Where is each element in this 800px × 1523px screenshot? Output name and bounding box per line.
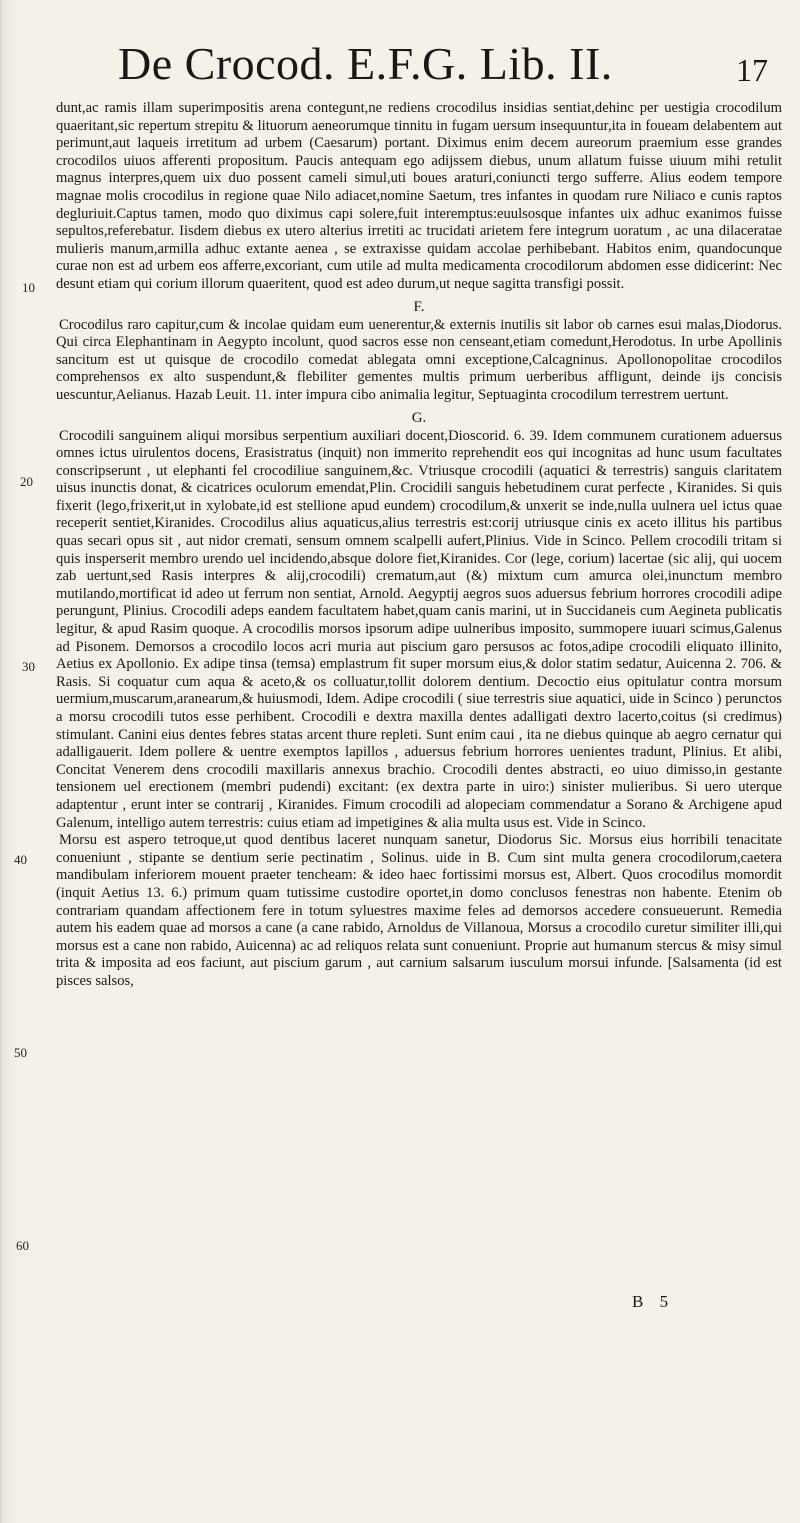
main-text xyxy=(56,100,782,991)
line-number: 10 xyxy=(22,280,35,295)
printer-signature: B 5 xyxy=(632,1292,675,1311)
running-title: De Crocod. E.F.G. Lib. II. xyxy=(118,38,613,89)
line-number: 40 xyxy=(14,852,27,867)
page-number: 17 xyxy=(736,52,768,88)
paragraph: Morsu est aspero tetroque,ut quod dentibus laceret nunquam sanetur, Diodorus Sic. Morsus eius horribili tenacitate conueniunt , stipante se dentium serie pectinatim , Solinus. uide in B. Cum sint multa genera crocodilorum,caetera mandibulam inferiorem mouent praeter tencheam: & ideo haec fortissimi morsus est, Albert. Quos crocodilus momordit (inquit Aetius 13. 6.) primum quam tutissime custodire oportet,in domo conclusos fenestras non habente. Etenim ob contrariam quandam affectionem fere in totum syluestres maxime feles ad demorsos accedere consueuerunt. Remedia autem his eadem quae ad morsos a cane (a cane rabido, Arnoldus de Villanoua, Morsus a crocodilo curetur similiter illi,qui morsus est a cane non rabido, Auicenna) ac ad reliquos relata sunt conueniunt. Proprie aut humanum stercus & misy simul trita & imposita ad eos faciunt, aut piscium garum , aut carnium salsarum iusculum morsui infunde. [Salsamenta (id est pisces salsos, xyxy=(56,832,782,989)
line-number: 50 xyxy=(14,1045,27,1060)
line-number: 60 xyxy=(16,1238,29,1253)
line-number: 30 xyxy=(22,659,35,674)
paragraph: dunt,ac ramis illam superimpositis arena contegunt,ne rediens crocodilus insidias sentiat,dehinc per uestigia crocodilum quaeritant,sic repertum strepitu & lituorum aeneorumque tinnitu in fugam uersum insequuntur,ita in foueam delabentem aut perimunt,aut laqueis irretitum ad urbem (Caesarum) portant. Diximus enim decem aureorum praemium esse grandes crocodilos uiuos afferenti propositum. Paucis antequam ego adijssem diebus, unum allatum fuisse uiuum mihi retulit magnus interpres,quem uix duo possent cameli simul,uti boues araturi,coniuncti tergo sufferre. Alius eodem tempore magnae molis crocodilus in regione quae Nilo adiacet,nomine Saetum, tres infantes in quodam rure Niliaco e cunis raptos degluriuit.Captus tamen, modo quo diximus capi solere,fuit interemptus:euulsosque infantes uix adhuc exanimos fuisse sepultos,referebatur. Iisdem diebus ex utero alterius irretiti ac trucidati arietem fere integrum uoratum , ac una dilaceratae mulieris manum,armilla adhuc extante aenea , se extraxisse quidam accolae perhibebant. Habitos enim, quandocunque curae non est ad urbem eos afferre,excoriant, cum utile ad multa medicamenta crocodilorum abdomen esse didicerint: Nec desunt etiam qui corium illorum quaeritent, quod est adeo durum,ut neque sagitta transfigi possit. xyxy=(56,100,782,292)
paragraph: Crocodilus raro capitur,cum & incolae quidam eum uenerentur,& externis inutilis sit labor ob carnes esui malas,Diodorus. Qui circa Elephantinam in Aegypto incolunt, quod sacros esse non censeant,etiam comedunt,Herodotus. In urbe Apollinis sancitum est ut quisque de crocodilo comedat ablegata omni exceptione,Calcagninus. Apollonopolitae crocodilos comprehensos ex alto suspendunt,& flebiliter gementes multis primum uerberibus affligunt, deinde ijs concisis uescuntur,Aelianus. Hazab Leuit. 11. inter impura cibo animalia legitur, Septuaginta crocodilum terrestrem uertunt. xyxy=(56,316,782,403)
section-letter-f: F. xyxy=(413,298,425,315)
line-number: 20 xyxy=(20,474,33,489)
paragraph: Crocodili sanguinem aliqui morsibus serpentium auxiliari docent,Dioscorid. 6. 39. Idem communem curationem aduersus omnes ictus uirulentos docens, Erasistratus (inquit) non immerito reprehendit eos qui incognitas ad hunc usum facultates conscripserunt , ut elephanti fel crocodiliue sanguinem,&c. Vtriusque crocodili (aquatici & terrestris) sanguis claritatem uisus inunctis donat, & cicatrices oculorum emendat,Plin. Crocidili sanguis hebetudinem curat perfecte , Kiranides. Si quis fixerit (lego,frixerit,ut in xylobate,id est stellione apud eundem) crocodilum,& unxerit se inde,nulla uulnera uel ictus quae receperit sentiet,Kiranides. Crocodilus alius aquaticus,alius terrestris est:corij utriusque cinis ex aceto illitus his partibus quas secari opus sit , aut nidor cremati, sensum omnem scalpelli aufert,Plinius. Vide in Scinco. Pellem crocodili tritam si quis insperserit membro urendo uel incidendo,absque dolore fiet,Kiranides. Cor (lege, corium) lacertae (sic alij, qui uocem zab uertunt,sed Rasis interpres & alij,crocodili) crematum,aut (&) mixtum cum amurca olei,inunctum membro mutilando,mortificat id adeo ut ferrum non sentiat, Arnold. Aegyptij aegros suos aduersus febrium horrores crocodili adipe perungunt, Plinius. Crocodili adeps eandem facultatem habet,quam canis marini, ut in Succidaneis cum Aegineta publicatis legitur, & apud Rasim quoque. A crocodilis morsos ipsorum adipe uulneribus imposito, summopere iuuari scimus,Galenus ad Pisonem. Demorsos a crocodilo locos acri muria aut piscium garo persusos ac fotos,adipe crocodili eliquato illinito, Aetius ex Apollonio. Ex adipe tinsa (temsa) emplastrum fit super morsum eius,& dolor statim sedatur, Auicenna 2. 706. & Rasis. Si coquatur cum aqua & aceto,& os colluatur,tollit dolorem dentium. Decoctio eius opitulatur contra morsum uermium,muscarum,aranearum,& huiusmodi, Idem. Adipe crocodili ( siue terrestris siue aquatici, uide in Scinco ) perunctos a morsu crocodili tutos esse perhibent. Crocodili e dextra maxilla dentes adalligati dextro lacerto,coitus (si credimus) stimulant. Canini eius dentes febres statas arcent thure repleti. Sunt enim caui , ita ne diebus quinque ab aegro cernatur qui adalligauerit. Idem pollere & uentre exemptos lapillos , aduersus febrium horrores uenientes tradunt, Plinius. Et alibi, Concitat Venerem dens crocodili maxillaris annexus brachio. Crocodili dentes abstracti, eo uiuo dimisso,in gestante tensionem uel erectionem (membri pudendi) excitant: (ex dextra parte in uiro:) sinister mulieribus. Si uero uterque adaptentur , erunt inter se contrarij , Kiranides. Fimum crocodili ad alopeciam commendatur a Sorano & Archigene apud Galenum, intelligo autem terrestris: cuius etiam ad impetigines & alia multa usus est. Vide in Scinco. xyxy=(56,427,782,831)
section-letter-g: G. xyxy=(411,409,427,426)
page-header xyxy=(118,36,768,96)
